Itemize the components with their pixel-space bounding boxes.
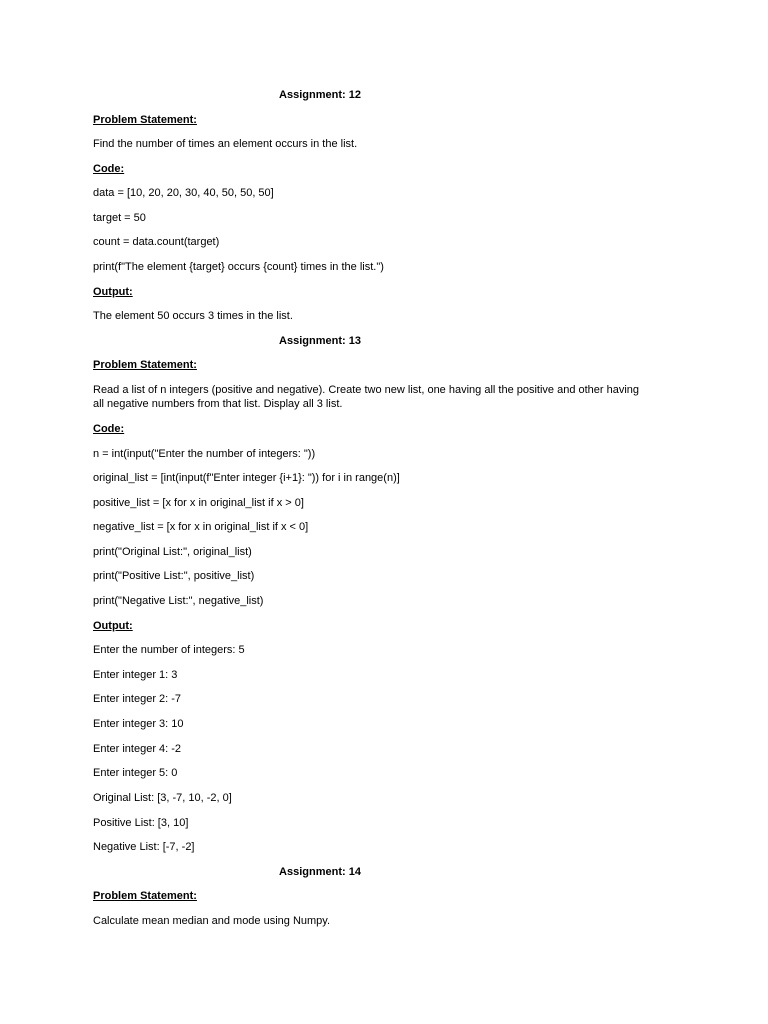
assignment-13-code-line: print("Negative List:", negative_list) [93,595,264,607]
assignment-13-output-line: Original List: [3, -7, 10, -2, 0] [93,792,232,804]
assignment-13-code-line: n = int(input("Enter the number of integers: ")) [93,448,316,460]
assignment-13-code-line: positive_list = [x for x in original_list if x > 0] [93,497,304,509]
assignment-14-problem-heading: Problem Statement: [93,890,197,902]
assignment-12-output-heading: Output: [93,286,133,298]
assignment-13-output-heading: Output: [93,620,133,632]
assignment-13-output-line: Enter integer 2: -7 [93,693,182,705]
assignment-13-code-line: print("Positive List:", positive_list) [93,570,255,582]
assignment-13-problem-heading: Problem Statement: [93,359,197,371]
assignment-12-title: Assignment: 12 [279,89,361,101]
assignment-13-code-heading: Code: [93,423,125,435]
assignment-13-code-line: negative_list = [x for x in original_list if x < 0] [93,521,309,533]
assignment-13-output-line: Positive List: [3, 10] [93,817,189,829]
assignment-13-output-line: Enter integer 4: -2 [93,743,182,755]
assignment-12-code-line: target = 50 [93,212,146,224]
assignment-13-output-line: Enter integer 3: 10 [93,718,184,730]
assignment-13-output-line: Enter the number of integers: 5 [93,644,245,656]
assignment-12-problem-text: Find the number of times an element occurs in the list. [93,138,358,150]
assignment-12-code-heading: Code: [93,163,125,175]
assignment-13-code-line: print("Original List:", original_list) [93,546,252,558]
assignment-14-problem-text: Calculate mean median and mode using Numpy. [93,915,331,927]
assignment-13-code-line: original_list = [int(input(f"Enter integer {i+1}: ")) for i in range(n)] [93,472,400,484]
assignment-13-title: Assignment: 13 [279,335,361,347]
assignment-12-problem-heading: Problem Statement: [93,114,197,126]
assignment-12-code-line: count = data.count(target) [93,236,220,248]
assignment-12-output-line: The element 50 occurs 3 times in the list. [93,310,293,322]
assignment-14-title: Assignment: 14 [279,866,361,878]
assignment-12-code-line: print(f"The element {target} occurs {count} times in the list.") [93,261,384,273]
assignment-13-output-line: Enter integer 1: 3 [93,669,178,681]
assignment-12-code-line: data = [10, 20, 20, 30, 40, 50, 50, 50] [93,187,274,199]
assignment-13-output-line: Enter integer 5: 0 [93,767,178,779]
assignment-13-output-line: Negative List: [-7, -2] [93,841,195,853]
assignment-13-problem-text: Read a list of n integers (positive and negative). Create two new list, one having all the positive and other having all negative numbers from that list. Display all 3 list. [93,384,640,410]
